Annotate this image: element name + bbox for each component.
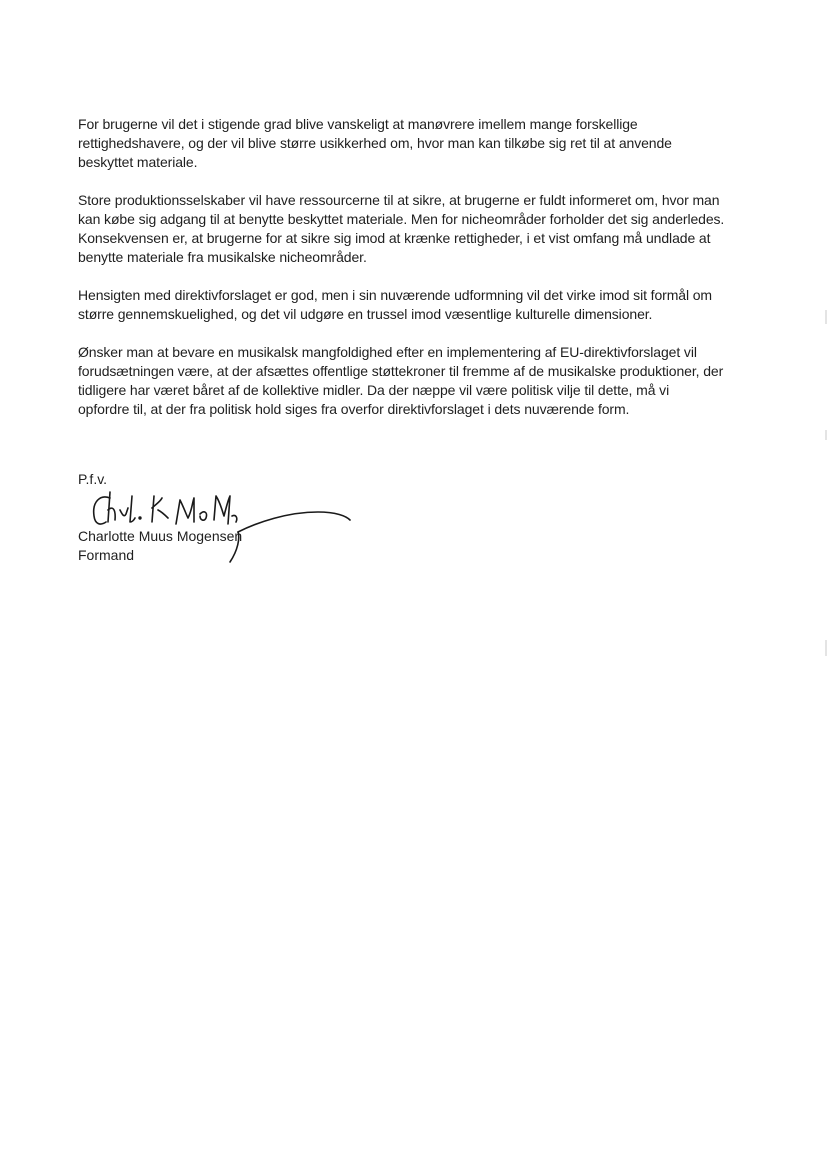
paragraph-4: Ønsker man at bevare en musikalsk mangfoldighed efter en implementering af EU-direktivforslaget vil forudsætningen være, at der afsættes offentlige støttekroner til fremme af de musikalske produktioner, der tidligere har været båret af de kollektive midler. Da der næppe vil være politisk vilje til dette, må vi opfordre til, at der fra politisk hold siges fra overfor direktivforslaget i dets nuværende form. [78, 344, 724, 417]
letter-body [78, 115, 758, 438]
signer-block [78, 527, 242, 565]
paragraph-3: Hensigten med direktivforslaget er god, men i sin nuværende udformning vil det virke imod sit formål om større gennemskuelighed, og det vil udgøre en trussel imod væsentlige kulturelle dimensioner. [78, 287, 712, 322]
signer-name: Charlotte Muus Mogensen [78, 528, 243, 544]
paragraph-1: For brugerne vil det i stigende grad blive vanskeligt at manøvrere imellem mange forskellige rettighedshavere, og der vil blive større usikkerhed om, hvor man kan tilkøbe sig ret til at anvende beskyttet materiale. [78, 116, 672, 170]
signer-title: Formand [78, 547, 135, 563]
paragraph-2: Store produktionsselskaber vil have ressourcerne til at sikre, at brugerne er fuldt informeret om, hvor man kan købe sig adgang til at benytte beskyttet materiale. Men for nicheområder forholder det sig anderledes. Konsekvensen er, at brugerne for at sikre sig imod at krænke rettigheder, i et vist omfang må undlade at benytte materiale fra musikalske nicheområder. [78, 192, 725, 265]
closing-salutation: P.f.v. [78, 471, 108, 487]
